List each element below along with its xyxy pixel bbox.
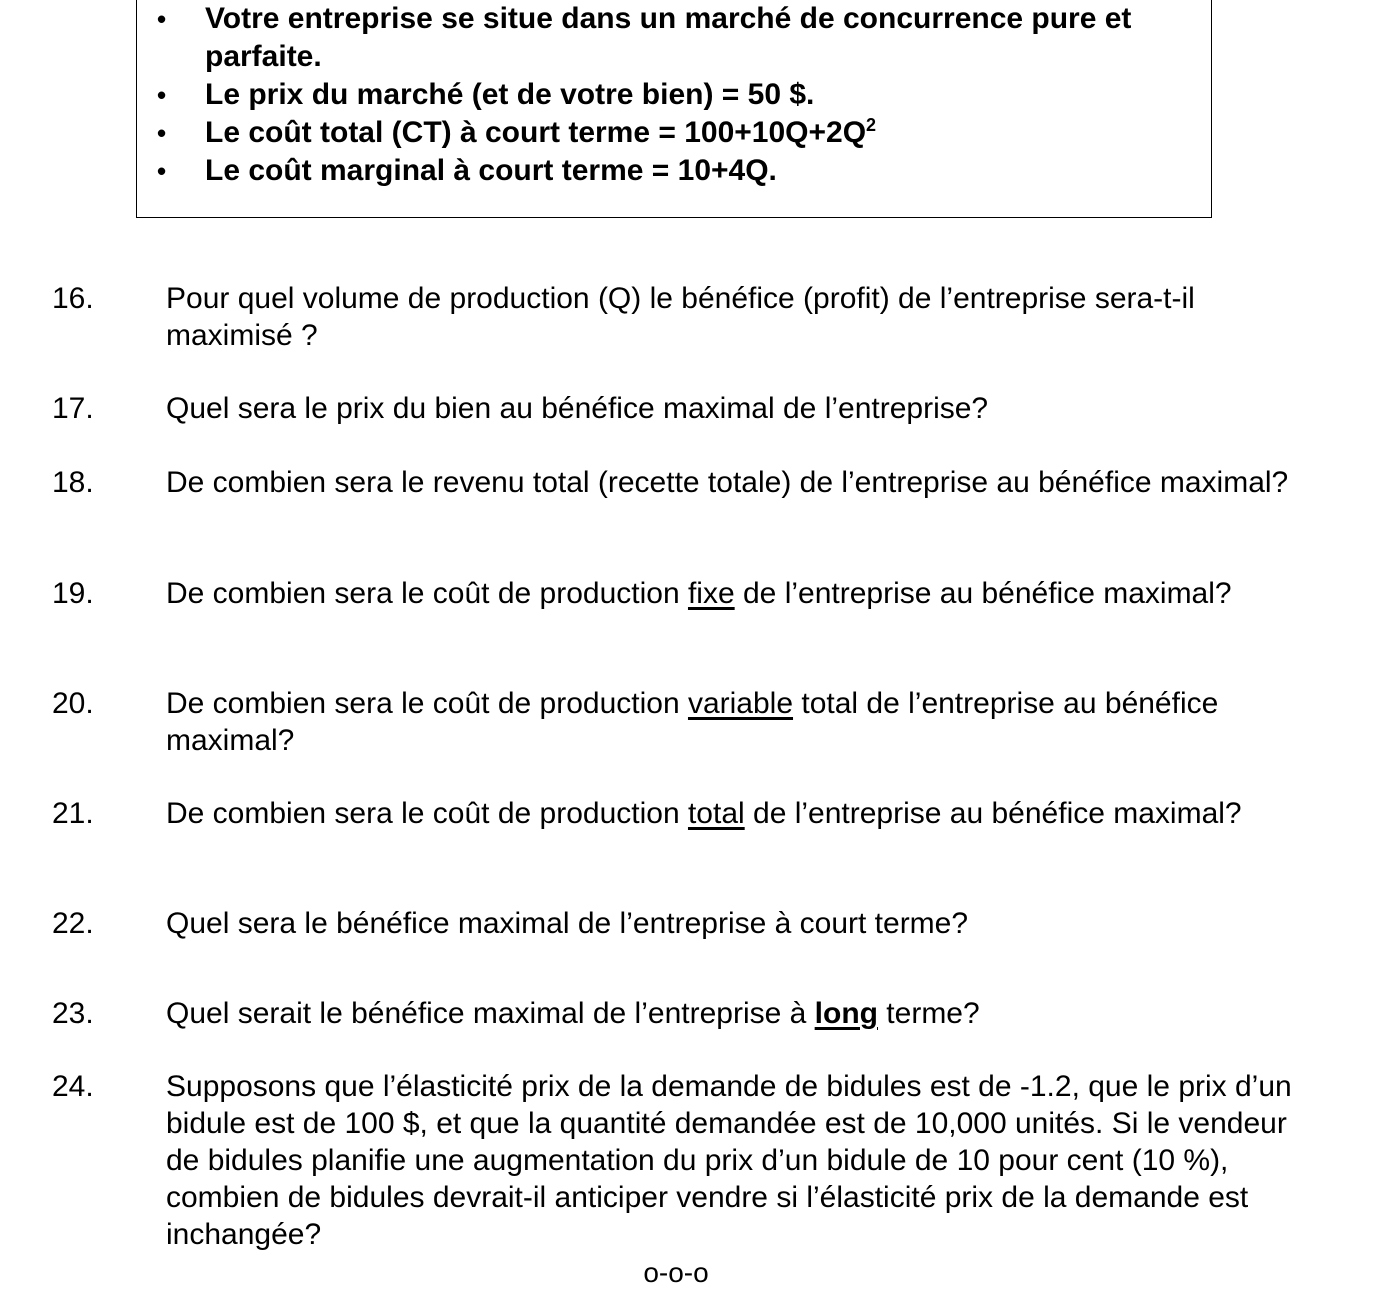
question-number: 17.: [52, 392, 94, 425]
bullet-icon: •: [157, 156, 167, 186]
question-text: Supposons que l’élasticité prix de la demande de bidules est de -1.2, que le prix d’un bidule est de 100 $, et que la quantité demandée est de 10,000 unités. Si le vendeur de bidules planifie une augmentation du prix d’un bidule de 10 pour cent (10 %), combien de bidules devrait-il anticiper vendre si l’élasticité prix de la demande est inchangée?: [166, 1070, 1292, 1251]
assumption-item: • Votre entreprise se situe dans un marché de concurrence pure et parfaite.: [157, 2, 1132, 73]
question-number: 21.: [52, 797, 94, 830]
bullet-icon: •: [157, 80, 167, 110]
emphasis: long: [814, 997, 878, 1030]
question-text: Quel sera le prix du bien au bénéfice maximal de l’entreprise?: [166, 392, 989, 425]
assumption-item: • Le prix du marché (et de votre bien) = 50 $.: [137, 76, 1213, 114]
question-number: 16.: [52, 282, 94, 315]
emphasis: variable: [687, 687, 794, 720]
question-text: Pour quel volume de production (Q) le bénéfice (profit) de l’entreprise sera-t-il maximisé ?: [166, 282, 1195, 352]
question-number: 18.: [52, 466, 94, 499]
question-number: 23.: [52, 997, 94, 1030]
question-number: 20.: [52, 687, 94, 720]
emphasis: fixe: [687, 577, 735, 610]
emphasis: total: [687, 797, 745, 830]
question-number: 19.: [52, 577, 94, 610]
bullet-icon: •: [157, 4, 167, 34]
question-text: Quel serait le bénéfice maximal de l’entreprise à long terme?: [166, 997, 980, 1030]
question-text: De combien sera le coût de production total de l’entreprise au bénéfice maximal?: [166, 797, 1242, 830]
assumption-item: • Le coût total (CT) à court terme = $100+10Q+2Q^2$: [137, 114, 1213, 152]
question-text: Quel sera le bénéfice maximal de l’entreprise à court terme?: [166, 907, 969, 940]
question-text: De combien sera le coût de production variable total de l’entreprise au bénéfice maximal?: [166, 687, 1219, 757]
question-number: 22.: [52, 907, 94, 940]
assumptions-box: [136, 0, 1212, 218]
question-text: De combien sera le revenu total (recette totale) de l’entreprise au bénéfice maximal?: [166, 466, 1289, 499]
assumption-item: • Le coût marginal à court terme = 10+4Q.: [137, 152, 1213, 190]
bullet-icon: •: [157, 118, 167, 148]
question-text: De combien sera le coût de production fixe de l’entreprise au bénéfice maximal?: [166, 577, 1232, 610]
exponent: 2: [866, 115, 877, 135]
question-number: 24.: [52, 1070, 94, 1103]
page-footer: o-o-o: [643, 1257, 709, 1288]
assumptions-list: [137, 0, 1213, 190]
